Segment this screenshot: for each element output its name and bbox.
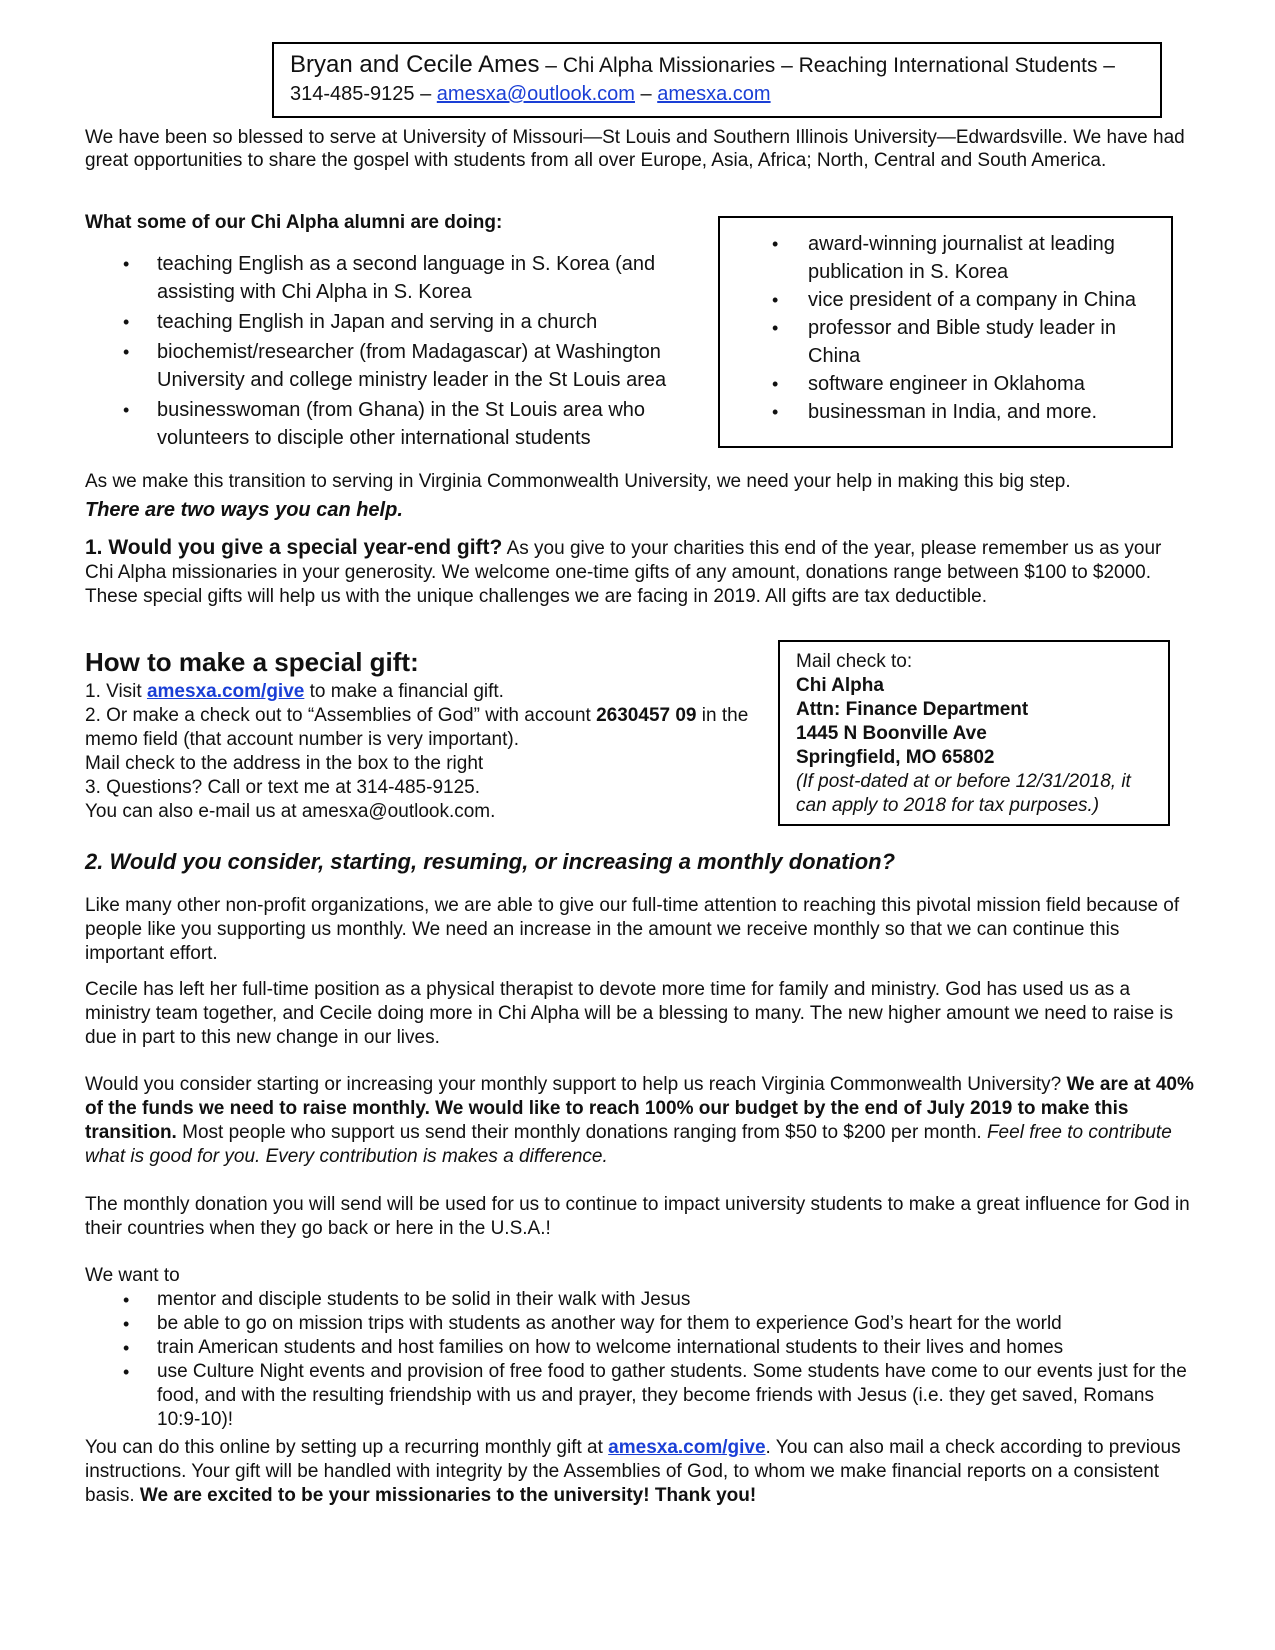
howto-mail-line: Mail check to the address in the box to the right <box>85 753 484 774</box>
list-item: • software engineer in Oklahoma <box>720 370 1171 398</box>
mail-note: (If post-dated at or before 12/31/2018, it can apply to 2018 for tax purposes.) <box>796 771 1131 816</box>
howto-email-line: You can also e-mail us at amesxa@outlook.com. <box>85 801 496 822</box>
gift2-heading: 2. Would you consider, starting, resuming, or increasing a monthly donation? <box>85 849 896 874</box>
mail-city: Springfield, MO 65802 <box>796 747 995 768</box>
list-item: • biochemist/researcher (from Madagascar) at Washington University and college ministry leader in the St Louis area <box>85 338 705 394</box>
howto-section <box>85 646 765 824</box>
give-link[interactable]: amesxa.com/give <box>608 1437 766 1458</box>
want-lead: We want to <box>85 1265 180 1286</box>
consider-plain: Most people who support us send their monthly donations ranging from $50 to $200 per month. <box>176 1122 987 1143</box>
email-link[interactable]: amesxa@outlook.com <box>436 83 635 105</box>
step-text: in the memo field (that account number is very important). <box>85 705 749 750</box>
transition-paragraph <box>85 468 1195 524</box>
mail-address-box <box>778 640 1170 826</box>
mail-intro: Mail check to: <box>796 651 913 672</box>
website-link[interactable]: amesxa.com <box>657 83 771 105</box>
consider-bold: We are at 40% of the funds we need to raise monthly. We would like to reach 100% our budget by the end of July 2019 to make this transition. <box>85 1074 1194 1143</box>
list-item: • train American students and host families on how to welcome international students to their lives and homes <box>85 1336 1195 1360</box>
online-paragraph <box>85 1436 1195 1508</box>
step-text: 1. Visit <box>85 681 147 702</box>
online-pre: You can do this online by setting up a recurring monthly gift at <box>85 1437 609 1458</box>
howto-title: How to make a special gift: <box>85 647 419 677</box>
online-post: . You can also mail a check according to previous instructions. Your gift will be handled with integrity by the Assemblies of God, to whom we make financial reports on a consistent basis. <box>85 1437 1181 1506</box>
online-closing: We are excited to be your missionaries to the university! Thank you! <box>139 1485 757 1506</box>
list-item: • vice president of a company in China <box>720 286 1171 314</box>
gift1-body: As you give to your charities this end of the year, please remember us as your Chi Alpha missionaries in your generosity. We welcome one-time gifts of any amount, donations range between $100 to $2000. These special gifts will help us with the unique challenges we are facing in 2019. All gifts are tax deductible. <box>85 538 1162 607</box>
account-number: 2630457 09 <box>596 705 697 726</box>
howto-step-1 <box>85 680 765 704</box>
header-line-2 <box>290 81 1144 107</box>
mail-street: 1445 N Boonville Ave <box>796 723 987 744</box>
list-item: • be able to go on mission trips with students as another way for them to experience God’s heart for the world <box>85 1312 1195 1336</box>
gift1-paragraph <box>85 536 1195 609</box>
alumni-list-left <box>85 250 705 454</box>
two-ways-text: There are two ways you can help. <box>85 499 403 521</box>
alumni-list-box <box>718 216 1173 448</box>
howto-step-2 <box>85 704 765 752</box>
cecile-paragraph: Cecile has left her full-time position as a physical therapist to devote more time for family and ministry. God has used us as a ministry team together, and Cecile doing more in Chi Alpha will be a blessing to many. The new higher amount we need to raise is due in part to this new change in our lives. <box>85 979 1174 1048</box>
ministry-tagline: Chi Alpha Missionaries – Reaching International Students – <box>562 54 1115 77</box>
impact-paragraph: The monthly donation you will send will be used for us to continue to impact university students to make a great influence for God in their countries when they go back or here in the U.S.A.! <box>85 1194 1190 1239</box>
list-item: • businessman in India, and more. <box>720 398 1171 426</box>
missionary-names: Bryan and Cecile Ames <box>290 51 540 78</box>
header-separator: – <box>634 83 658 105</box>
header-line-1 <box>290 50 1144 81</box>
intro-paragraph: We have been so blessed to serve at University of Missouri—St Louis and Southern Illinois University—Edwardsville. We have had great opportunities to share the gospel with students from all over Europe, Asia, Africa; North, Central and South America. <box>85 127 1185 171</box>
transition-text: As we make this transition to serving in Virginia Commonwealth University, we need your help in making this big step. <box>85 471 1071 492</box>
list-item: • teaching English as a second language in S. Korea (and assisting with Chi Alpha in S. Korea <box>85 250 705 306</box>
list-item: • businesswoman (from Ghana) in the St Louis area who volunteers to disciple other international students <box>85 396 705 452</box>
mail-org: Chi Alpha <box>796 675 884 696</box>
header-separator: – <box>539 54 563 77</box>
list-item: • award-winning journalist at leading publication in S. Korea <box>720 230 1171 286</box>
list-item: • professor and Bible study leader in China <box>720 314 1171 370</box>
give-link[interactable]: amesxa.com/give <box>146 681 305 702</box>
list-item: • teaching English in Japan and serving in a church <box>85 308 705 336</box>
alumni-heading: What some of our Chi Alpha alumni are doing: <box>85 212 503 233</box>
consider-paragraph <box>85 1073 1195 1169</box>
gift1-heading: 1. Would you give a special year-end gift? <box>85 536 503 559</box>
want-section <box>85 1264 1195 1432</box>
mail-attn: Attn: Finance Department <box>796 699 1029 720</box>
header-box <box>272 42 1162 118</box>
list-item: • mentor and disciple students to be solid in their walk with Jesus <box>85 1288 1195 1312</box>
consider-italic: Feel free to contribute what is good for you. Every contribution is makes a difference. <box>85 1122 1172 1167</box>
list-item: • use Culture Night events and provision of free food to gather students. Some students have come to our events just for the food, and with the resulting friendship with us and prayer, they become friends with Jesus (i.e. they get saved, Romans 10:9-10)! <box>85 1360 1195 1432</box>
step-text: 2. Or make a check out to “Assemblies of God” with account <box>85 705 597 726</box>
howto-step-3: 3. Questions? Call or text me at 314-485-9125. <box>85 777 481 798</box>
consider-lead: Would you consider starting or increasing your monthly support to help us reach Virginia Commonwealth University? <box>85 1074 1067 1095</box>
header-phone: 314-485-9125 – <box>290 83 437 105</box>
monthly-paragraph: Like many other non-profit organizations, we are able to give our full-time attention to reaching this pivotal mission field because of people like you supporting us monthly. We need an increase in the amount we receive monthly so that we can continue this important effort. <box>85 895 1180 964</box>
step-text: to make a financial gift. <box>304 681 504 702</box>
